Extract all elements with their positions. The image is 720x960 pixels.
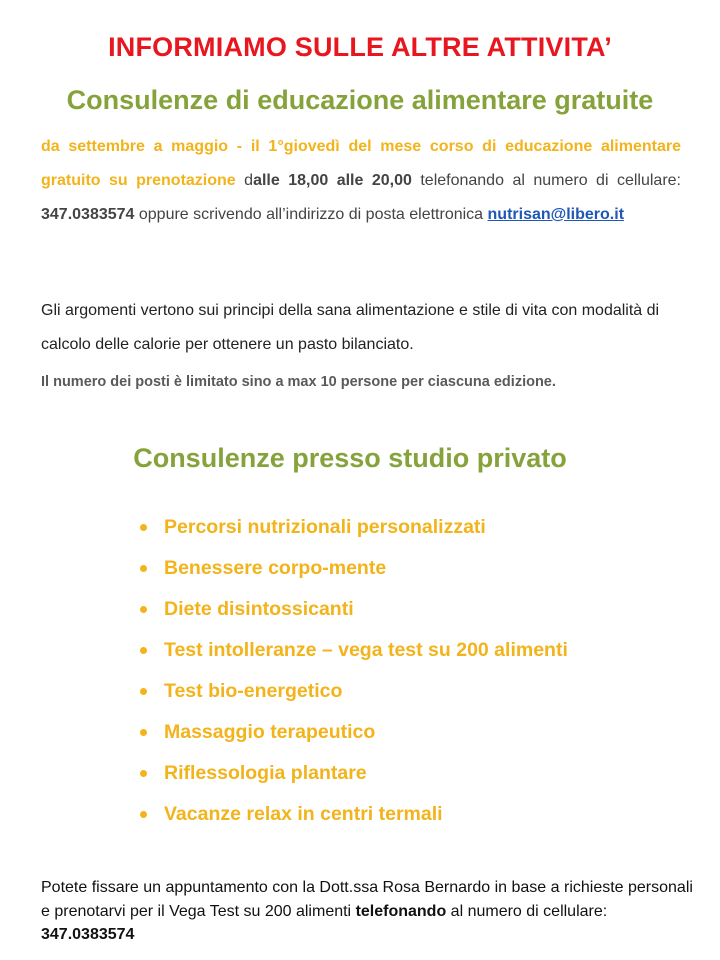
list-item: Riflessologia plantare xyxy=(138,758,568,799)
section-heading-free-courses: Consulenze di educazione alimentare gratuite xyxy=(66,85,654,115)
bullet-icon xyxy=(140,565,147,572)
list-item: Vacanze relax in centri termali xyxy=(138,799,568,840)
email-label: oppure scrivendo all’indirizzo di posta elettronica xyxy=(134,206,488,223)
list-item: Test bio-energetico xyxy=(138,676,568,717)
closing-paragraph xyxy=(41,876,701,947)
main-title: INFORMIAMO SULLE ALTRE ATTIVITA’ xyxy=(108,32,612,62)
list-item: Massaggio terapeutico xyxy=(138,717,568,758)
intro-paragraph xyxy=(41,130,681,232)
phone-label: telefonando al numero di cellulare: xyxy=(411,172,682,189)
list-item: Test intolleranze – vega test su 200 alimenti xyxy=(138,635,568,676)
closing-bold-word: telefonando xyxy=(355,902,447,920)
bullet-icon xyxy=(140,770,147,777)
bullet-icon xyxy=(140,524,147,531)
phone-number: 347.0383574 xyxy=(41,206,135,223)
closing-text: Potete fissare un appuntamento con la Dott.ssa Rosa Bernardo in base a richieste personali e prenotarvi per il Vega Test su 200 alimenti xyxy=(41,879,693,920)
list-item: Benessere corpo-mente xyxy=(138,553,568,594)
email-link[interactable]: nutrisan@libero.it xyxy=(487,206,625,223)
seats-note: Il numero dei posti è limitato sino a max 10 persone per ciascuna edizione. xyxy=(41,374,556,390)
services-list xyxy=(138,512,568,840)
bullet-icon xyxy=(140,647,147,654)
topics-paragraph: Gli argomenti vertono sui principi della sana alimentazione e stile di vita con modalità di calcolo delle calorie per ottenere un pasto bilanciato. xyxy=(41,302,660,353)
bullet-icon xyxy=(140,811,147,818)
list-item: Diete disintossicanti xyxy=(138,594,568,635)
section-heading-private-studio: Consulenze presso studio privato xyxy=(133,443,567,473)
hours-text: alle 18,00 alle 20,00 xyxy=(253,172,412,189)
bullet-icon xyxy=(140,606,147,613)
closing-phone-label: al numero di cellulare: xyxy=(446,902,608,920)
bullet-icon xyxy=(140,688,147,695)
schedule-highlight: da settembre a maggio - il 1°giovedì del mese corso di educazione alimentare gratuito su prenotazione xyxy=(41,138,681,189)
bullet-icon xyxy=(140,729,147,736)
list-item: Percorsi nutrizionali personalizzati xyxy=(138,512,568,553)
hours-prefix: d xyxy=(235,172,254,189)
closing-phone-number: 347.0383574 xyxy=(41,926,135,943)
